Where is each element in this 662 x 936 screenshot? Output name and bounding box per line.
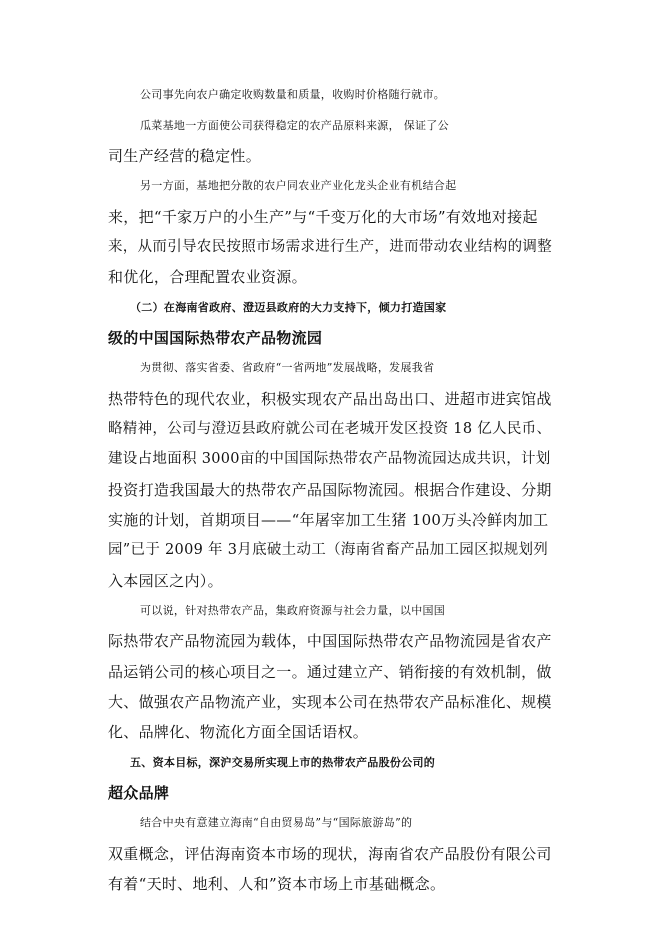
paragraph-line: 大、做强农产品物流产业，实现本公司在热带农产品标准化、规模 bbox=[108, 693, 552, 711]
paragraph-line: 略精神，公司与澄迈县政府就公司在老城开发区投资 18 亿人民币、 bbox=[108, 421, 552, 437]
paragraph-line: 投资打造我国最大的热带农产品国际物流园。根据合作建设、分期 bbox=[108, 481, 552, 499]
section-heading: 超众品牌 bbox=[108, 784, 170, 802]
paragraph-line: 双重概念，评估海南资本市场的现状，海南省农产品股份有限公司 bbox=[108, 845, 552, 863]
section-heading: 五、资本目标，深沪交易所实现上市的热带农产品股份公司的 bbox=[130, 756, 436, 769]
paragraph-line: 有着“天时、地利、人和”资本市场上市基础概念。 bbox=[108, 875, 446, 893]
paragraph-line: 化、品牌化、物流化方面全国话语权。 bbox=[108, 723, 369, 741]
paragraph-line: 来，把“千家万户的小生产”与“千变万化的大市场”有效地对接起 bbox=[108, 208, 538, 226]
paragraph-line: 实施的计划，首期项目——“年屠宰加工生猪 100万头冷鲜肉加工 bbox=[108, 511, 549, 529]
paragraph-line: 可以说，针对热带农产品，集政府资源与社会力量，以中国国 bbox=[140, 604, 446, 617]
paragraph-line: 为贯彻、落实省委、省政府“一省两地”发展战略，发展我省 bbox=[140, 361, 435, 374]
paragraph-line: 来，从而引导农民按照市场需求进行生产，进而带动农业结构的调整 bbox=[108, 239, 552, 255]
paragraph-line: 结合中央有意建立海南“自由贸易岛”与“国际旅游岛”的 bbox=[140, 816, 413, 829]
paragraph-line: 际热带农产品物流园为载体，中国国际热带农产品物流园是省农产 bbox=[108, 632, 552, 650]
paragraph-line: 司生产经营的稳定性。 bbox=[108, 147, 262, 165]
paragraph-line: 和优化，合理配置农业资源。 bbox=[108, 268, 307, 286]
paragraph-line: 热带特色的现代农业，积极实现农产品出岛出口、进超市进宾馆战 bbox=[108, 390, 552, 408]
paragraph-line: 品运销公司的核心项目之一。通过建立产、销衔接的有效机制，做 bbox=[108, 663, 552, 681]
paragraph-line: 另一方面，基地把分散的农户同农业产业化龙头企业有机结合起 bbox=[140, 179, 457, 192]
paragraph-line: 入本园区之内）。 bbox=[108, 572, 223, 590]
paragraph-line: 瓜菜基地一方面使公司获得稳定的农产品原料来源， 保证了公 bbox=[140, 119, 449, 132]
paragraph-line: 园”已于 2009 年 3月底破土动工（海南省畜产品加工园区拟规划列 bbox=[108, 542, 549, 558]
paragraph-line: 建设占地面积 3000亩的中国国际热带农产品物流园达成共识，计划 bbox=[108, 451, 551, 467]
section-heading: （二）在海南省政府、澄迈县政府的大力支持下，倾力打造国家 bbox=[130, 301, 447, 314]
section-heading: 级的中国国际热带农产品物流园 bbox=[108, 329, 323, 347]
paragraph-line: 公司事先向农户确定收购数量和质量，收购时价格随行就市。 bbox=[140, 88, 446, 101]
